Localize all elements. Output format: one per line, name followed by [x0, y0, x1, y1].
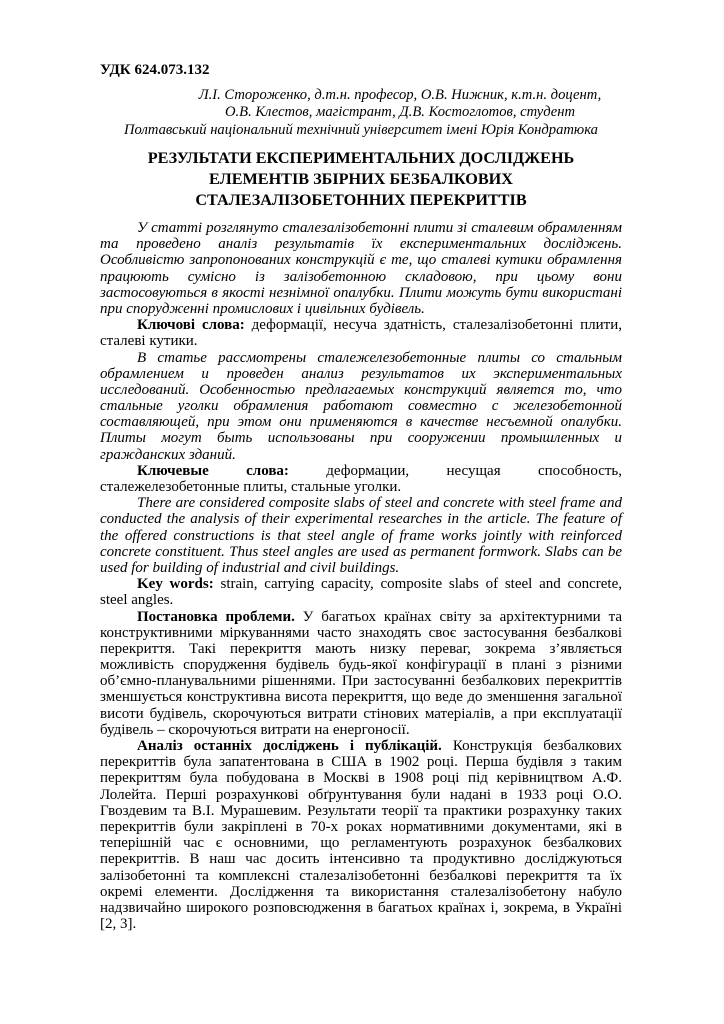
- keywords-russian-label: Ключевые слова:: [137, 462, 289, 479]
- keywords-russian: [100, 463, 622, 495]
- keywords-ukrainian-label: Ключові слова:: [137, 317, 245, 334]
- keywords-english-label: Key words:: [137, 576, 214, 593]
- authors-block: [100, 87, 622, 139]
- section-recent-research-heading: Аналіз останніх досліджень і публікацій.: [137, 738, 442, 755]
- section-recent-research: [100, 738, 622, 932]
- paper-title: РЕЗУЛЬТАТИ ЕКСПЕРИМЕНТАЛЬНИХ ДОСЛІДЖЕНЬ ЕЛЕМЕНТІВ ЗБІРНИХ БЕЗБАЛКОВИХ СТАЛЕЗАЛІЗОБЕТОННИХ ПЕРЕКРИТТІВ: [147, 148, 575, 209]
- keywords-ukrainian-text: деформації, несуча здатність, сталезалізобетонні плити, сталеві кутики.: [100, 317, 622, 350]
- section-problem-statement-text: У багатьох країнах світу за архітектурними та конструктивними міркуваннями часто знаходять своє застосування безбалкові перекриття. Такі перекриття мають низку переваг, зокрема з’являється можливість спорудження будівель будь-якої конфігурації в плані з різними об’ємно-планувальними рішеннями. При застосуванні безбалкових перекриттів зменшується конструктивна висота перекриття, що веде до зменшення загальної висоти будівель, скорочуються витрати стінових матеріалів, а при експлуатації будівель – скорочуються витрати на енергоносії.: [100, 608, 622, 738]
- author-line-2: О.В. Клестов, магістрант, Д.В. Костоглотов, студент: [224, 104, 576, 121]
- abstract-english: There are considered composite slabs of steel and concrete with steel frame and conducted the analysis of their experimental researches in the article. The feature of the offered constructions is that steel angle of frame works jointly with reinforced concrete constituent. Thus steel angles are used as permanent formwork. Slabs can be used for building of industrial and civil buildings.: [100, 495, 622, 576]
- section-problem-statement-heading: Постановка проблеми.: [137, 608, 295, 625]
- keywords-ukrainian: [100, 317, 622, 349]
- keywords-russian-text: деформации, несущая способность, сталежелезобетонные плиты, стальные уголки.: [100, 462, 622, 496]
- abstract-russian: В статье рассмотрены сталежелезобетонные плиты со стальным обрамлением и проведен анализ результатов их экспериментальных исследований. Особенностью предлагаемых конструкций является то, что стальные уголки обрамления работают совместно с железобетонной составляющей, при этом они применяются в качестве несъемной опалубки. Плиты могут быть использованы при сооружении промышленных и гражданских зданий.: [100, 349, 622, 463]
- keywords-english-text: strain, carrying capacity, composite slabs of steel and concrete, steel angles.: [100, 576, 623, 609]
- keywords-english: [100, 576, 622, 608]
- section-recent-research-text: Конструкція безбалкових перекриттів була запатентована в США в 1902 році. Перша будівля з таким перекриттям була побудована в Москві в 1908 році під керівництвом А.Ф. Лолейта. Перші розрахункові обґрунтування були надані в 1933 році О.О. Гвоздевим та В.І. Мурашевим. Результати теорії та практики розрахунку таких перекриттів були закріплені в 70-х роках нормативними документами, які в теперішній час є основними, що регламентують розрахунок безбалкових перекриттів. В наш час досить інтенсивно та продуктивно досліджуються залізобетонні та комплексні сталезалізобетонні безбалкові перекриття та їх окремі елементи. Дослідження та використання сталезалізобетону набуло надзвичайно широкого розповсюдження в багатьох країнах і, зокрема, в Україні [2, 3].: [100, 738, 623, 933]
- udc-code: УДК 624.073.132: [100, 62, 210, 78]
- section-problem-statement: [100, 609, 622, 739]
- author-line-1: Л.І. Стороженко, д.т.н. професор, О.В. Нижник, к.т.н. доцент,: [198, 87, 602, 104]
- abstract-ukrainian: У статті розглянуто сталезалізобетонні плити зі сталевим обрамленням та проведено аналіз результатів їх експериментальних досліджень. Особливістю запропонованих конструкцій є те, що сталеві кутики обрамлення працюють сумісно із залізобетонною складовою, при цьому вони застосовуються в якості незнімної опалубки. Плити можуть бути використані при спорудженні промислових і цивільних будівель.: [100, 220, 622, 317]
- affiliation: Полтавський національний технічний університет імені Юрія Кондратюка: [124, 121, 598, 138]
